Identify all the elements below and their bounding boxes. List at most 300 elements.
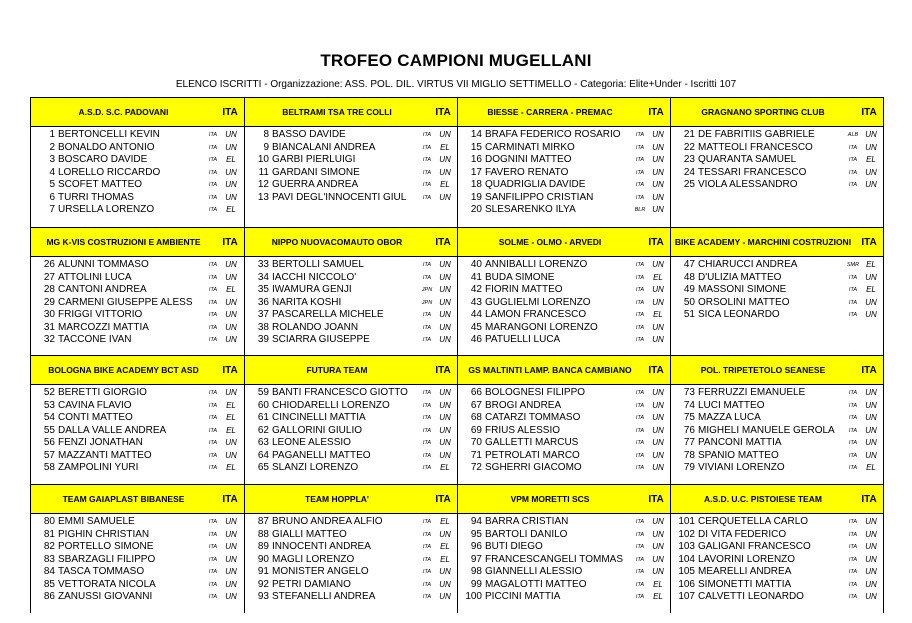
rider-category: EL <box>653 592 663 601</box>
rider-name: D'ULIZIA MATTEO <box>698 271 782 283</box>
rider-row <box>31 179 244 192</box>
team-block <box>31 227 883 355</box>
rider-name: ROLANDO JOANN <box>272 321 359 333</box>
rider-number: 22 <box>683 141 695 153</box>
rider-category: EL <box>653 272 663 282</box>
rider-nationality: ITA <box>848 556 858 563</box>
rider-row <box>31 437 244 450</box>
rider-name: SANFILIPPO CRISTIAN <box>485 191 594 203</box>
rider-name: CATARZI TOMMASO <box>485 412 581 423</box>
rider-number: 29 <box>43 296 55 308</box>
rider-name: BERTOLLI SAMUEL <box>272 259 364 270</box>
rider-name: ZAMPOLINI YURI <box>58 462 139 473</box>
rider-row <box>245 591 457 604</box>
rider-row <box>245 259 457 272</box>
rider-row <box>671 259 883 272</box>
rider-row <box>458 192 670 205</box>
rider-name: SLESARENKO ILYA <box>485 204 576 215</box>
rider-category: UN <box>439 322 451 332</box>
team-block <box>31 97 883 227</box>
rider-name: GIANNELLI ALESSIO <box>485 566 583 577</box>
rider-nationality: ITA <box>208 531 218 538</box>
rider-list <box>670 257 883 355</box>
rider-category: UN <box>865 579 877 589</box>
rider-name: TACCONE IVAN <box>58 334 132 345</box>
rider-list <box>31 385 244 484</box>
rider-number: 28 <box>43 284 55 295</box>
team-header <box>457 485 670 513</box>
team-country: ITA <box>861 106 877 118</box>
rider-row <box>671 437 883 450</box>
rider-nationality: ITA <box>422 581 432 588</box>
rider-list <box>244 514 457 613</box>
rider-number: 86 <box>43 591 55 602</box>
document-subtitle: ELENCO ISCRITTI - Organizzazione: ASS. POL. DIL. VIRTUS VII MIGLIO SETTIMELLO - Categoria: Elite+Under - Iscritti 107 <box>175 79 737 90</box>
rider-number: 31 <box>43 321 55 333</box>
rider-category: UN <box>439 425 451 435</box>
rider-number: 61 <box>257 412 269 423</box>
rider-name: BERETTI GIORGIO <box>58 387 147 398</box>
rider-category: UN <box>439 592 451 601</box>
rider-category: UN <box>439 260 451 269</box>
rider-category: UN <box>225 272 237 282</box>
rider-nationality: ITA <box>848 415 858 421</box>
rider-nationality: ITA <box>208 287 218 293</box>
rider-number: 59 <box>257 387 269 398</box>
rider-row <box>31 425 244 438</box>
rider-category: UN <box>225 450 237 460</box>
rider-nationality: ITA <box>422 182 432 188</box>
entry-list-grid <box>30 97 884 613</box>
rider-row <box>31 322 244 335</box>
rider-category: UN <box>865 567 877 576</box>
rider-nationality: ITA <box>848 569 858 575</box>
team-country: ITA <box>648 364 664 376</box>
rider-number: 64 <box>257 449 269 461</box>
rider-nationality: ITA <box>208 440 218 446</box>
rider-list <box>31 514 244 613</box>
rider-nationality: ITA <box>422 132 432 138</box>
rider-row <box>31 334 244 347</box>
team-header <box>31 485 244 513</box>
rider-nationality: ITA <box>422 144 432 151</box>
rider-number: 72 <box>470 462 482 473</box>
rider-number: 81 <box>43 528 55 540</box>
rider-number: 85 <box>43 578 55 590</box>
rider-number: 102 <box>678 528 695 540</box>
rider-number: 60 <box>257 399 269 411</box>
rider-name: IWAMURA GENJI <box>272 284 352 295</box>
rider-row <box>671 179 883 192</box>
rider-number: 94 <box>470 516 482 527</box>
rider-row <box>31 412 244 425</box>
rider-category: UN <box>652 400 664 410</box>
rider-number: 79 <box>683 462 695 473</box>
rider-nationality: ITA <box>848 427 858 434</box>
rider-nationality: ITA <box>208 415 218 421</box>
rider-category: UN <box>865 517 877 526</box>
rider-category: UN <box>865 425 877 435</box>
rider-row <box>31 297 244 310</box>
team-header <box>670 98 883 126</box>
rider-number: 87 <box>257 516 269 527</box>
rider-number: 11 <box>258 166 269 178</box>
rider-name: URSELLA LORENZO <box>58 204 155 215</box>
rider-name: DALLA VALLE ANDREA <box>58 424 167 436</box>
rider-nationality: ITA <box>208 390 218 396</box>
rider-number: 27 <box>43 271 55 283</box>
rider-category: UN <box>865 542 877 551</box>
rider-nationality: ITA <box>208 452 218 459</box>
team-country: ITA <box>435 364 451 376</box>
rider-name: MAZZA LUCA <box>698 412 761 423</box>
rider-nationality: JPN <box>421 299 433 306</box>
rider-row <box>671 529 883 542</box>
rider-row <box>31 450 244 463</box>
rider-number: 34 <box>257 271 269 283</box>
rider-number: 66 <box>470 387 482 398</box>
rider-name: EMMI SAMUELE <box>58 516 135 527</box>
rider-name: PETROLATI MARCO <box>485 449 580 461</box>
rider-number: 49 <box>683 284 695 295</box>
rider-nationality: ITA <box>848 157 858 163</box>
rider-nationality: ITA <box>422 556 432 563</box>
rider-name: FENZI JONATHAN <box>58 437 143 448</box>
team-country: ITA <box>435 106 451 118</box>
rider-nationality: ITA <box>422 157 432 163</box>
rider-row <box>245 554 457 567</box>
rider-name: ANNIBALLI LORENZO <box>485 259 588 270</box>
rider-category: UN <box>439 400 451 410</box>
rider-name: PAVI DEGL'INNOCENTI GIUL <box>272 191 407 203</box>
rider-name: FRIGGI VITTORIO <box>58 309 143 320</box>
rider-number: 100 <box>465 591 482 602</box>
rider-nationality: ITA <box>635 556 645 563</box>
rider-nationality: ITA <box>208 556 218 563</box>
rider-row <box>458 450 670 463</box>
rider-number: 88 <box>257 528 269 540</box>
rider-number: 12 <box>257 179 269 190</box>
rider-name: SCIARRA GIUSEPPE <box>272 334 370 345</box>
rider-row <box>671 167 883 180</box>
rider-nationality: ITA <box>208 132 218 138</box>
rider-number: 24 <box>683 166 695 178</box>
team-name: GRAGNANO SPORTING CLUB <box>701 107 825 117</box>
rider-category: UN <box>865 167 877 177</box>
rider-category: UN <box>652 155 664 164</box>
team-block <box>31 484 883 613</box>
rider-category: UN <box>225 554 237 564</box>
rider-number: 33 <box>257 259 269 270</box>
team-header <box>670 228 883 256</box>
rider-name: MAGLI LORENZO <box>272 553 355 565</box>
rider-category: EL <box>226 413 236 422</box>
rider-row <box>671 516 883 529</box>
rider-nationality: ITA <box>848 312 858 318</box>
rider-row <box>245 400 457 413</box>
team-name: BIKE ACADEMY - MARCHINI COSTRUZIONI <box>674 237 852 247</box>
rider-number: 42 <box>470 284 482 295</box>
rider-name: CANTONI ANDREA <box>58 284 147 295</box>
rider-name: SIMONETTI MATTIA <box>698 578 792 590</box>
rider-category: UN <box>652 180 664 189</box>
team-name: FUTURA TEAM <box>306 365 368 375</box>
team-country: ITA <box>222 106 238 118</box>
rider-nationality: ITA <box>635 415 645 421</box>
team-country: ITA <box>861 364 877 376</box>
rider-row <box>31 272 244 285</box>
rider-category: UN <box>225 310 237 319</box>
rider-row <box>671 554 883 567</box>
rider-number: 25 <box>683 179 695 190</box>
rider-name: CINCINELLI MATTIA <box>272 412 366 423</box>
rider-category: UN <box>652 463 664 472</box>
rider-name: INNOCENTI ANDREA <box>272 541 371 552</box>
rider-number: 3 <box>49 154 55 165</box>
rider-nationality: ITA <box>208 157 218 163</box>
team-header <box>244 228 457 256</box>
rider-nationality: ITA <box>208 544 218 550</box>
rider-list <box>457 257 670 355</box>
rider-nationality: ITA <box>208 594 218 600</box>
rider-number: 35 <box>257 284 269 295</box>
rider-nationality: ITA <box>635 427 645 434</box>
rider-category: UN <box>652 542 664 551</box>
rider-number: 104 <box>678 553 695 565</box>
team-block <box>31 355 883 484</box>
rider-number: 95 <box>470 528 482 540</box>
rider-category: UN <box>652 260 664 269</box>
rider-number: 52 <box>43 387 55 398</box>
rider-category: UN <box>865 554 877 564</box>
rider-nationality: ITA <box>635 452 645 459</box>
rider-name: CARMENI GIUSEPPE ALESS <box>58 296 193 308</box>
rider-row <box>458 334 670 347</box>
rider-category: UN <box>225 335 237 344</box>
rider-nationality: ITA <box>422 569 432 575</box>
rider-name: BRUNO ANDREA ALFIO <box>272 516 383 527</box>
rider-nationality: SMR <box>846 262 860 268</box>
rider-number: 15 <box>470 141 482 153</box>
rider-name: NARITA KOSHI <box>272 296 342 308</box>
rider-nationality: ITA <box>848 144 858 151</box>
rider-row <box>31 284 244 297</box>
rider-nationality: ITA <box>422 402 432 409</box>
team-country: ITA <box>222 236 238 248</box>
rider-nationality: ITA <box>848 299 858 306</box>
rider-number: 8 <box>263 129 269 140</box>
rider-row <box>671 462 883 475</box>
rider-nationality: ITA <box>848 390 858 396</box>
rider-row <box>245 579 457 592</box>
rider-category: UN <box>439 388 451 397</box>
rider-number: 20 <box>470 204 482 215</box>
rider-nationality: ITA <box>208 312 218 318</box>
rider-list <box>31 257 244 355</box>
rider-nationality: ITA <box>208 519 218 525</box>
rider-row <box>671 579 883 592</box>
team-country: ITA <box>648 236 664 248</box>
team-name: SOLME - OLMO - ARVEDI <box>498 237 602 247</box>
rider-number: 18 <box>470 179 482 190</box>
rider-number: 37 <box>257 309 269 320</box>
rider-row <box>458 412 670 425</box>
rider-row <box>458 284 670 297</box>
team-header <box>670 485 883 513</box>
rider-category: UN <box>652 529 664 539</box>
rider-nationality: ITA <box>208 569 218 575</box>
rider-name: IACCHI NICCOLO' <box>272 271 357 283</box>
rider-row <box>245 412 457 425</box>
rider-row <box>671 154 883 167</box>
rider-row <box>31 400 244 413</box>
rider-number: 103 <box>678 541 695 552</box>
rider-list <box>244 257 457 355</box>
rider-number: 44 <box>470 309 482 320</box>
rider-nationality: ITA <box>208 144 218 151</box>
team-country: ITA <box>648 106 664 118</box>
team-name: BOLOGNA BIKE ACADEMY BCT ASD <box>48 365 199 375</box>
rider-category: EL <box>653 579 663 589</box>
rider-row <box>31 579 244 592</box>
rider-number: 107 <box>678 591 695 602</box>
rider-list <box>457 514 670 613</box>
rider-number: 97 <box>470 553 482 565</box>
team-header <box>457 228 670 256</box>
rider-nationality: ITA <box>635 144 645 151</box>
rider-category: UN <box>225 322 237 332</box>
rider-name: ALUNNI TOMMASO <box>58 259 149 270</box>
rider-category: EL <box>226 205 236 214</box>
rider-nationality: ITA <box>635 324 645 331</box>
rider-name: SPANIO MATTEO <box>698 449 779 461</box>
team-header-row <box>31 355 883 385</box>
rider-name: TURRI THOMAS <box>58 191 134 203</box>
rider-row <box>245 297 457 310</box>
rider-nationality: ITA <box>422 312 432 318</box>
rider-nationality: BLR <box>634 207 646 213</box>
rider-row <box>458 272 670 285</box>
rider-row <box>671 297 883 310</box>
rider-row <box>245 179 457 192</box>
rider-name: DI VITA FEDERICO <box>698 528 787 540</box>
rider-category: UN <box>652 425 664 435</box>
rider-number: 53 <box>43 399 55 411</box>
rider-category: EL <box>866 463 876 472</box>
rider-name: CHIARUCCI ANDREA <box>698 259 798 270</box>
rider-category: UN <box>439 192 451 202</box>
team-header <box>244 485 457 513</box>
rider-number: 92 <box>257 578 269 590</box>
rider-nationality: ITA <box>635 287 645 293</box>
rider-nationality: ITA <box>635 569 645 575</box>
rider-name: BIANCALANI ANDREA <box>272 141 376 153</box>
rider-number: 65 <box>257 462 269 473</box>
rider-row <box>31 167 244 180</box>
rider-name: STEFANELLI ANDREA <box>272 591 376 602</box>
rider-name: FIORIN MATTEO <box>485 284 563 295</box>
team-country: ITA <box>861 236 877 248</box>
rider-category: UN <box>652 167 664 177</box>
rider-row <box>458 529 670 542</box>
rider-category: UN <box>225 260 237 269</box>
rider-row <box>671 400 883 413</box>
rider-name: FERRUZZI EMANUELE <box>698 387 806 398</box>
rider-number: 1 <box>49 129 55 140</box>
rider-row <box>458 309 670 322</box>
rider-row <box>245 516 457 529</box>
rider-number: 2 <box>49 141 55 153</box>
rider-category: UN <box>439 413 451 422</box>
rider-number: 10 <box>257 154 269 165</box>
team-country: ITA <box>222 493 238 505</box>
rider-nationality: ITA <box>208 299 218 306</box>
rider-number: 56 <box>43 437 55 448</box>
rider-name: CHIODARELLI LORENZO <box>272 399 390 411</box>
rider-row <box>671 412 883 425</box>
rider-category: UN <box>865 592 877 601</box>
rider-row <box>458 554 670 567</box>
rider-number: 101 <box>678 516 695 527</box>
rider-number: 40 <box>470 259 482 270</box>
rider-nationality: ITA <box>208 465 218 471</box>
rider-name: MIGHELI MANUELE GEROLA <box>698 424 835 436</box>
rider-row <box>458 437 670 450</box>
rider-row <box>31 541 244 554</box>
rider-name: SICA LEONARDO <box>698 309 780 320</box>
rider-nationality: ITA <box>848 519 858 525</box>
rider-nationality: ITA <box>635 531 645 538</box>
rider-number: 71 <box>470 449 482 461</box>
rider-row <box>245 450 457 463</box>
rider-number: 105 <box>678 566 695 577</box>
rider-row <box>458 167 670 180</box>
rider-category: UN <box>652 130 664 139</box>
rider-category: UN <box>225 167 237 177</box>
rider-name: FRANCESCANGELI TOMMAS <box>485 553 623 565</box>
rider-category: EL <box>226 155 236 164</box>
rider-nationality: ITA <box>422 324 432 331</box>
rider-name: VETTORATA NICOLA <box>58 578 156 590</box>
rider-nationality: ITA <box>635 312 645 318</box>
team-header-row <box>31 484 883 514</box>
rider-name: ATTOLINI LUCA <box>58 271 132 283</box>
rider-row <box>31 462 244 475</box>
rider-row <box>458 462 670 475</box>
rider-row <box>458 541 670 554</box>
rider-row <box>31 129 244 142</box>
rider-list <box>244 127 457 227</box>
rider-row <box>245 322 457 335</box>
team-header <box>31 356 244 384</box>
rider-nationality: ITA <box>208 169 218 176</box>
rider-number: 63 <box>257 437 269 448</box>
rider-nationality: ITA <box>635 337 645 343</box>
rider-row <box>671 309 883 322</box>
rider-row <box>245 284 457 297</box>
rider-row <box>671 591 883 604</box>
rider-name: CAVINA FLAVIO <box>58 399 132 411</box>
rider-nationality: ITA <box>422 531 432 538</box>
rider-category: UN <box>865 180 877 189</box>
rider-name: SGHERRI GIACOMO <box>485 462 582 473</box>
rider-number: 7 <box>49 204 55 215</box>
rider-nationality: ITA <box>848 581 858 588</box>
rider-category: UN <box>225 517 237 526</box>
rider-number: 26 <box>43 259 55 270</box>
rider-nationality: ITA <box>422 519 432 525</box>
rider-category: UN <box>652 517 664 526</box>
